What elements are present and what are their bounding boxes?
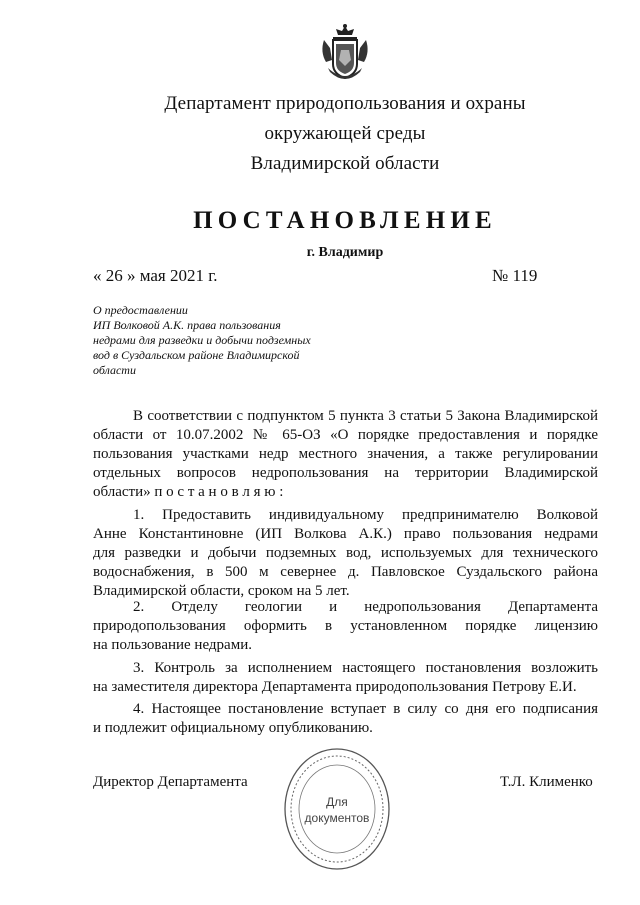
document-title: ПОСТАНОВЛЕНИЕ xyxy=(193,207,497,234)
subject-line: О предоставлении xyxy=(93,303,188,317)
body-line: водоснабжения, в 500 м севернее д. Павловское Суздальского района xyxy=(93,564,598,580)
body-line: пользования участками недр местного значения, а также регулировании xyxy=(93,446,598,462)
subject-line: области xyxy=(93,363,136,377)
signatory-name: Т.Л. Клименко xyxy=(500,774,593,790)
body-line: В соответствии с подпунктом 5 пункта 3 статьи 5 Закона Владимирской xyxy=(133,408,598,424)
department-name-line-2: окружающей среды xyxy=(264,123,426,144)
body-line: Владимирской области, сроком на 5 лет. xyxy=(93,583,350,599)
department-name-line-3: Владимирской области xyxy=(250,153,440,174)
body-line: на пользование недрами. xyxy=(93,637,252,653)
department-name-line-1: Департамент природопользования и охраны xyxy=(164,93,526,114)
stamp-text-1: Для xyxy=(326,795,348,809)
subject-line: недрами для разведки и добычи подземных xyxy=(93,333,311,347)
subject-line: ИП Волковой А.К. права пользования xyxy=(93,318,281,332)
body-line: на заместителя директора Департамента природопользования Петрову Е.И. xyxy=(93,679,577,695)
body-line: области» п о с т а н о в л я ю : xyxy=(93,484,284,500)
body-line: 1. Предоставить индивидуальному предпринимателю Волковой xyxy=(133,507,598,523)
document-city: г. Владимир xyxy=(306,245,384,260)
body-line: природопользования оформить в установленном порядке лицензию xyxy=(93,618,598,634)
body-line: Анне Константиновне (ИП Волкова А.К.) право пользования недрами xyxy=(93,526,598,542)
body-line: и подлежит официальному опубликованию. xyxy=(93,720,373,736)
body-line: 4. Настоящее постановление вступает в силу со дня его подписания xyxy=(133,701,598,717)
subject-line: вод в Суздальском районе Владимирской xyxy=(93,348,300,362)
signatory-position: Директор Департамента xyxy=(93,774,248,790)
coat-of-arms-emblem xyxy=(318,22,372,86)
body-line: 2. Отделу геологии и недропользования Департамента xyxy=(133,599,598,615)
round-stamp xyxy=(282,746,392,872)
stamp-text-2: документов xyxy=(304,811,370,825)
document-number: № 119 xyxy=(492,266,538,285)
body-line: для разведки и добычи подземных вод, используемых для технического xyxy=(93,545,598,561)
body-line: отдельных вопросов недропользования на территории Владимирской xyxy=(93,465,598,481)
body-line: области от 10.07.2002 № 65-ОЗ «О порядке предоставления и порядке xyxy=(93,427,598,443)
document-date: « 26 » мая 2021 г. xyxy=(93,266,218,285)
body-line: 3. Контроль за исполнением настоящего постановления возложить xyxy=(133,660,598,676)
